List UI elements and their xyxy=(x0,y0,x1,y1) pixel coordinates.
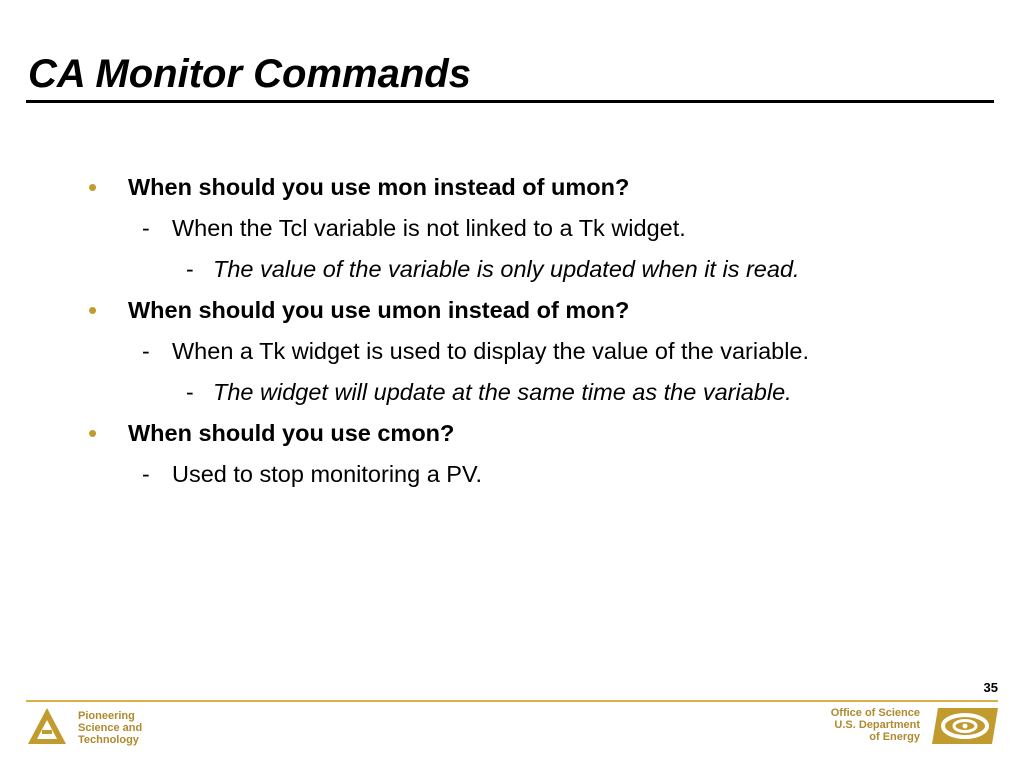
footer-department-line: of Energy xyxy=(869,731,920,743)
sub-bullet-text: When the Tcl variable is not linked to a Tk widget. xyxy=(172,215,686,241)
footer-department-line: U.S. Department xyxy=(834,719,920,731)
sub-sub-bullet-item-2 xyxy=(0,372,1024,413)
footer-department-line: Office of Science xyxy=(830,707,920,719)
sub-sub-bullet-text: The value of the variable is only updated when it is read. xyxy=(213,256,800,282)
sub-sub-bullet-marker: - xyxy=(186,256,194,282)
sub-bullet-text: Used to stop monitoring a PV. xyxy=(172,461,483,487)
footer-tagline-line: Technology xyxy=(78,734,139,746)
footer-rule xyxy=(26,700,998,702)
sub-bullet-marker: - xyxy=(142,461,150,487)
footer-department xyxy=(831,707,920,743)
sub-sub-bullet-text: The widget will update at the same time as the variable. xyxy=(213,379,792,405)
sub-bullet-marker: - xyxy=(142,215,150,241)
bullet-marker: • xyxy=(88,418,98,448)
bullet-item-1 xyxy=(0,167,1024,208)
sub-sub-bullet-item-1 xyxy=(0,249,1024,290)
sub-bullet-marker: - xyxy=(142,338,150,364)
doe-office-of-science-logo-icon xyxy=(932,706,998,746)
footer-tagline-line: Science and xyxy=(78,722,143,734)
sub-bullet-item-3 xyxy=(0,454,1024,495)
sub-bullet-item-2 xyxy=(0,331,1024,372)
page-number: 35 xyxy=(983,680,998,695)
bullet-marker: • xyxy=(88,172,98,202)
bullet-list xyxy=(0,167,1024,495)
bullet-marker: • xyxy=(88,295,98,325)
slide-title: CA Monitor Commands xyxy=(28,52,471,96)
sub-sub-bullet-marker: - xyxy=(186,379,194,405)
sub-bullet-item-1 xyxy=(0,208,1024,249)
bullet-item-2 xyxy=(0,290,1024,331)
bullet-text: When should you use cmon? xyxy=(128,420,455,446)
argonne-triangle-logo-icon xyxy=(26,706,68,746)
sub-bullet-text: When a Tk widget is used to display the value of the variable. xyxy=(172,338,810,364)
bullet-text: When should you use mon instead of umon? xyxy=(128,174,630,200)
title-underline xyxy=(26,100,994,103)
footer-tagline-line: Pioneering xyxy=(78,710,135,722)
footer-tagline xyxy=(78,710,142,746)
bullet-item-3 xyxy=(0,413,1024,454)
bullet-text: When should you use umon instead of mon? xyxy=(128,297,630,323)
